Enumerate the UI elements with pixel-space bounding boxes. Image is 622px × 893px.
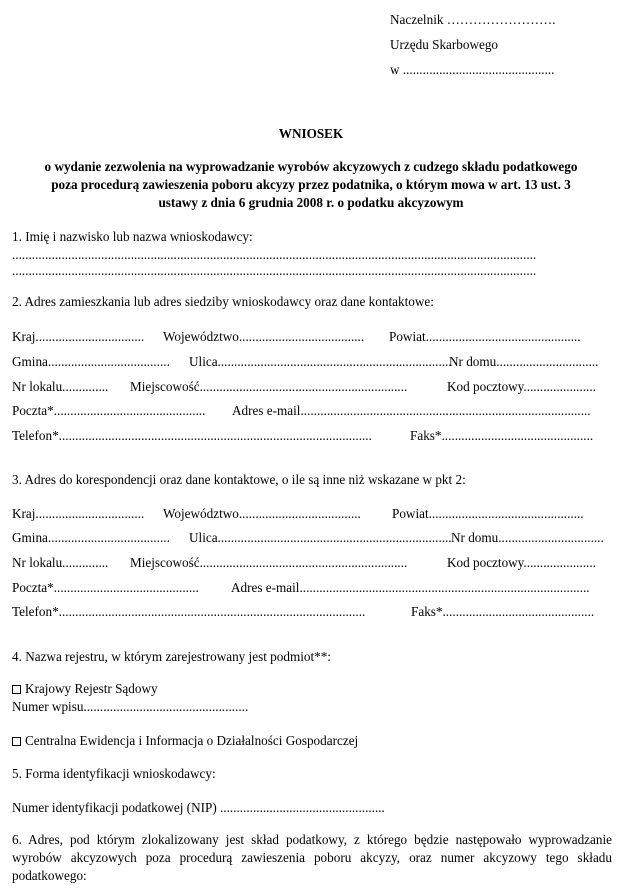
s2-apartment-field[interactable]: Nr lokalu..............: [12, 379, 109, 394]
s2-country-field[interactable]: Kraj.................................: [12, 329, 145, 344]
section-2-label: 2. Adres zamieszkania lub adres siedziby wnioskodawcy oraz dane kontaktowe:: [12, 294, 434, 309]
ceidg-option-label: Centralna Ewidencja i Informacja o Działalności Gospodarczej: [25, 733, 359, 748]
s3-fax-field[interactable]: Faks*..............................................: [411, 604, 595, 619]
krs-option-label: Krajowy Rejestr Sądowy: [25, 681, 158, 696]
form-subtitle-1: o wydanie zezwolenia na wyprowadzanie wyrobów akcyzowych z cudzego składu podatkowego: [44, 159, 578, 174]
s3-apartment-field[interactable]: Nr lokalu..............: [12, 555, 109, 570]
section-4-label: 4. Nazwa rejestru, w którym zarejestrowany jest podmiot**:: [12, 649, 331, 664]
s2-house-number-field[interactable]: Nr domu...............................: [449, 354, 599, 369]
form-subtitle-2: poza procedurą zawieszenia poboru akcyzy przez podatnika, o którym mowa w art. 13 ust. 3: [51, 177, 571, 192]
form-title: WNIOSEK: [278, 126, 344, 141]
s3-house-number-field[interactable]: Nr domu................................: [451, 530, 604, 545]
s2-voivodeship-field[interactable]: Województwo......................................: [163, 329, 365, 344]
s2-post-office-field[interactable]: Poczta*..............................................: [12, 403, 206, 418]
s2-city-field[interactable]: Miejscowość...............................................................: [130, 379, 408, 394]
s3-district-field[interactable]: Powiat...............................................: [392, 506, 584, 521]
s2-municipality-field[interactable]: Gmina.....................................: [12, 354, 170, 369]
ceidg-option[interactable]: [12, 734, 358, 747]
krs-checkbox[interactable]: [12, 685, 21, 694]
s3-street-field[interactable]: Ulica.......................................................................: [189, 530, 452, 545]
recipient-line-2: Urzędu Skarbowego: [390, 37, 499, 52]
section-6-text: 6. Adres, pod którym zlokalizowany jest skład podatkowy, z którego będzie następowało wyprowadzanie wyrobów akcyzowych poza procedurą zawieszenia poboru akcyzy, oraz numer akcyzowy tego składu podatkowego:: [12, 832, 612, 883]
name-field-line-2[interactable]: ...............................................................................................................................................................: [12, 264, 537, 278]
s2-email-field[interactable]: Adres e-mail........................................................................................: [232, 403, 591, 418]
s2-district-field[interactable]: Powiat...............................................: [389, 329, 581, 344]
s3-phone-field[interactable]: Telefon*.............................................................................................: [12, 604, 366, 619]
s2-street-field[interactable]: Ulica.......................................................................: [189, 354, 452, 369]
s3-postal-code-field[interactable]: Kod pocztowy......................: [447, 555, 596, 570]
s2-phone-field[interactable]: Telefon*...............................................................................................: [12, 428, 372, 443]
recipient-line-1: Naczelnik …………………….: [390, 12, 556, 27]
s3-country-field[interactable]: Kraj.................................: [12, 506, 145, 521]
s2-fax-field[interactable]: Faks*..............................................: [410, 428, 594, 443]
form-subtitle-3: ustawy z dnia 6 grudnia 2008 r. o podatku akcyzowym: [158, 195, 464, 210]
name-field-line-1[interactable]: ...............................................................................................................................................................: [12, 248, 537, 262]
section-3-label: 3. Adres do korespondencji oraz dane kontaktowe, o ile są inne niż wskazane w pkt 2:: [12, 472, 466, 487]
section-1-label: 1. Imię i nazwisko lub nazwa wnioskodawcy:: [12, 229, 253, 244]
s2-postal-code-field[interactable]: Kod pocztowy......................: [447, 379, 596, 394]
recipient-line-3: w ..............................................: [390, 62, 555, 77]
registry-number-field[interactable]: Numer wpisu..................................................: [12, 699, 249, 714]
s3-city-field[interactable]: Miejscowość...............................................................: [130, 555, 408, 570]
s3-email-field[interactable]: Adres e-mail........................................................................................: [231, 580, 590, 595]
nip-field[interactable]: Numer identyfikacji podatkowej (NIP) ..................................................: [12, 800, 385, 815]
s3-post-office-field[interactable]: Poczta*............................................: [12, 580, 199, 595]
s3-municipality-field[interactable]: Gmina.....................................: [12, 530, 170, 545]
s3-voivodeship-field[interactable]: Województwo.....................................: [163, 506, 361, 521]
krs-option[interactable]: [12, 682, 158, 695]
section-5-label: 5. Forma identyfikacji wnioskodawcy:: [12, 766, 216, 781]
ceidg-checkbox[interactable]: [12, 737, 21, 746]
